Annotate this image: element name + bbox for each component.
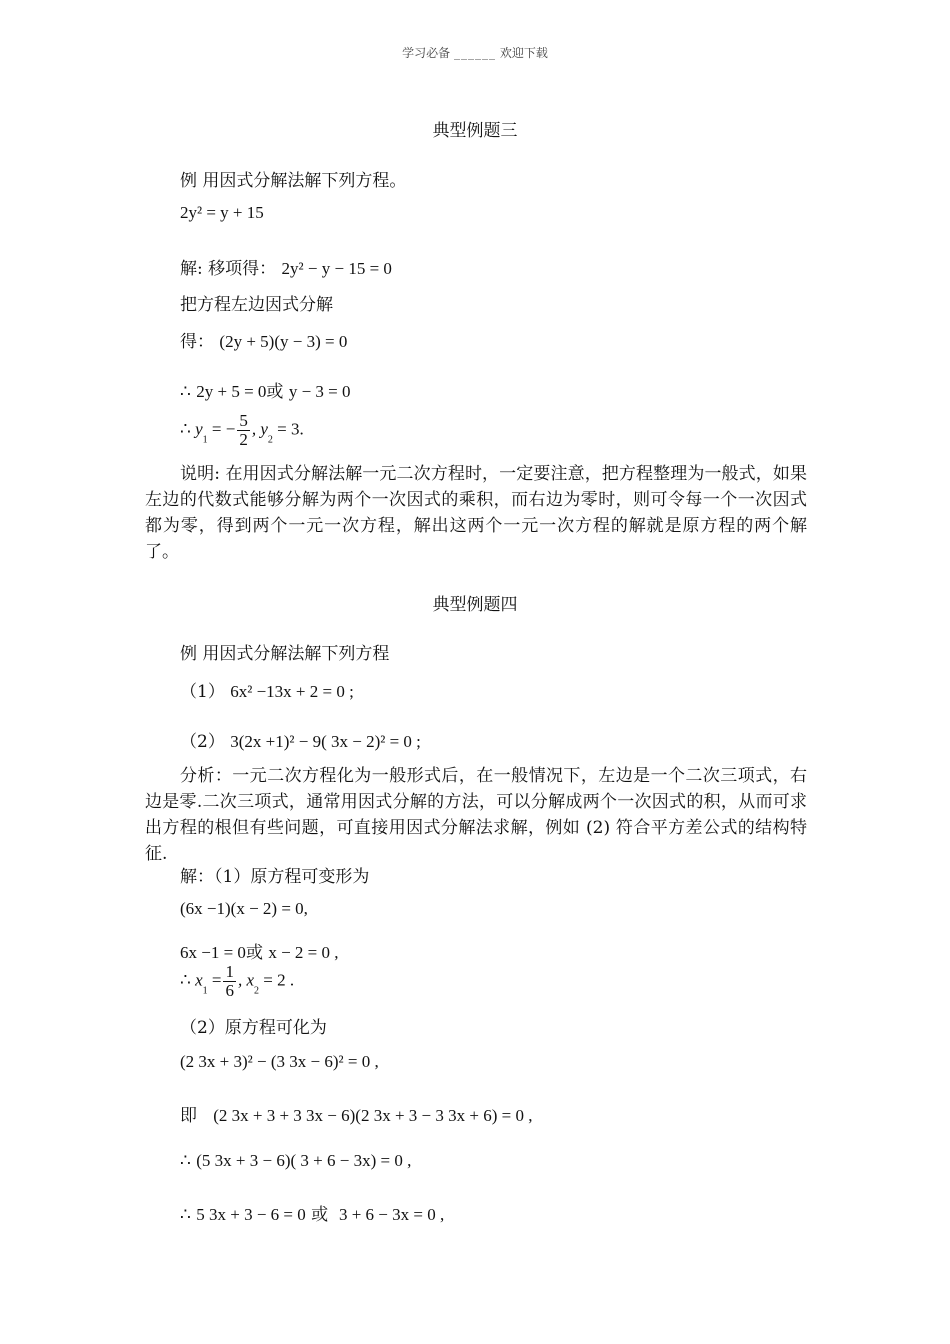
example4-title: 典型例题四 <box>432 595 518 615</box>
solution2-eq3: (5 3x + 3 − 6)( 3 + 6 − 3x) = 0 , <box>196 1151 412 1170</box>
example3-equation: 2y² = y + 15 <box>180 203 264 222</box>
s1-root1-eq: = <box>211 970 222 990</box>
s1-root1-fraction <box>223 963 236 1000</box>
fraction-numerator: 5 <box>239 411 248 430</box>
root2-var: , y <box>251 419 268 439</box>
header-left: 学习必备 <box>402 46 451 60</box>
solution1-roots <box>180 963 294 1000</box>
s1-root1-var: x <box>195 970 203 990</box>
solution1-eq2-a: 6x −1 = 0 <box>180 943 246 962</box>
example3-note: 说明: 在用因式分解法解一元二次方程时，一定要注意，把方程整理为一般式，如果左边的代数式能够分解为两个一次因式的乘积，而右边为零时，则可令每一个一次因式都为零，得到两个一元一次方程，解出这两个一元一次方程的解就是原方程的两个解了。 <box>145 464 807 562</box>
problem2-equation: 3(2x +1)² − 9( 3x − 2)² = 0 ; <box>230 732 421 751</box>
solution-equation: 2y² − y − 15 = 0 <box>281 259 392 278</box>
solution2-eq4-b: 3 + 6 − 3x = 0 , <box>338 1205 445 1224</box>
example3-solution-step3 <box>180 327 347 352</box>
s1-root1-sub: 1 <box>202 985 208 997</box>
root2-value: = 3. <box>277 419 304 439</box>
root1-fraction <box>237 412 250 449</box>
therefore-symbol: ∴ <box>180 1151 191 1171</box>
example4-intro: 例 用因式分解法解下列方程 <box>180 644 390 664</box>
problem2-label: （2） <box>180 732 225 752</box>
example3-solution-step4 <box>180 377 351 402</box>
solution-label: 解: 移项得： <box>180 259 277 279</box>
problem1-equation: 6x² −13x + 2 = 0 ; <box>230 682 354 701</box>
header-dashes: ______ <box>454 46 496 60</box>
root1-sign: = − <box>211 419 236 439</box>
therefore-symbol: ∴ <box>180 382 191 402</box>
solution1-equation2 <box>180 938 339 963</box>
root1-sub: 1 <box>202 434 208 446</box>
fraction-denominator: 6 <box>225 981 234 1000</box>
problem1-label: （1） <box>180 682 225 702</box>
s1-root2-var: , x <box>237 970 255 990</box>
fraction-denominator: 2 <box>239 430 248 449</box>
example3-solution-step2: 把方程左边因式分解 <box>180 295 333 315</box>
therefore-symbol: ∴ <box>180 1205 191 1225</box>
solution1-eq2-b: x − 2 = 0 , <box>268 943 339 962</box>
therefore-symbol: ∴ <box>180 419 191 439</box>
root1-var: y <box>195 419 203 439</box>
solution2-equation2 <box>180 1101 532 1126</box>
header-right: 欢迎下载 <box>499 46 548 60</box>
solution2-equation4 <box>180 1200 444 1225</box>
solution2-equation3 <box>180 1151 411 1171</box>
fraction-numerator: 1 <box>225 962 234 981</box>
step3-equation: (2y + 5)(y − 3) = 0 <box>219 332 348 351</box>
solution2-eq2: (2 3x + 3 + 3 3x − 6)(2 3x + 3 − 3 3x + 6) = 0 , <box>213 1106 533 1125</box>
therefore-symbol: ∴ <box>180 970 191 990</box>
example3-solution-step1 <box>180 254 392 279</box>
solution2-eq4-or: 或 <box>311 1205 329 1225</box>
example4-problem2 <box>180 727 421 752</box>
s1-root2-sub: 2 <box>254 985 260 997</box>
solution1-equation1: (6x −1)(x − 2) = 0, <box>180 899 308 918</box>
s1-root2-value: = 2 . <box>263 970 295 990</box>
step4-eq-a: 2y + 5 = 0 <box>196 382 267 401</box>
example4-solution2-label: （2）原方程可化为 <box>180 1018 327 1038</box>
solution2-eq4-a: 5 3x + 3 − 6 = 0 <box>196 1205 306 1224</box>
example4-solution1-label: 解：（1）原方程可变形为 <box>180 867 370 887</box>
root2-sub: 2 <box>267 434 273 446</box>
solution2-eq2-label: 即 <box>180 1106 197 1126</box>
solution1-eq2-or: 或 <box>245 943 263 963</box>
step4-eq-b: y − 3 = 0 <box>288 382 351 401</box>
example4-problem1 <box>180 677 354 702</box>
example4-analysis: 分析：一元二次方程化为一般形式后，在一般情况下，左边是一个二次三项式，右边是零.二次三项式，通常用因式分解的方法，可以分解成两个一次因式的积，从而可求出方程的根但有些问题，可直接用因式分解法求解，例如 (2) 符合平方差公式的结构特征. <box>145 766 807 864</box>
page-header <box>0 44 950 61</box>
example3-roots <box>180 412 304 449</box>
example3-title: 典型例题三 <box>432 121 518 141</box>
step3-label: 得： <box>180 332 214 352</box>
solution2-equation1: (2 3x + 3)² − (3 3x − 6)² = 0 , <box>180 1052 379 1071</box>
example3-intro: 例 用因式分解法解下列方程。 <box>180 171 407 191</box>
step4-or: 或 <box>266 382 284 402</box>
